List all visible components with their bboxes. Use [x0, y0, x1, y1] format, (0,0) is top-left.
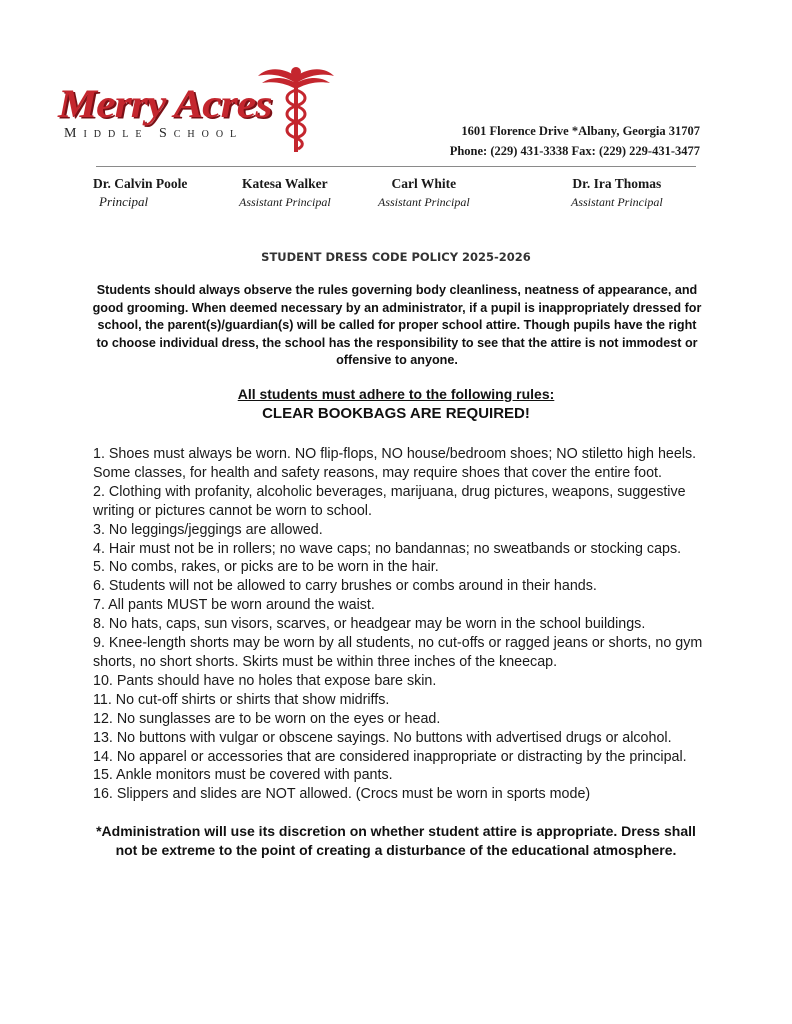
rule-item: 13. No buttons with vulgar or obscene sayings. No buttons with advertised drugs or alcohol. [93, 729, 672, 746]
rule-item: 5. No combs, rakes, or picks are to be worn in the hair. [93, 559, 439, 576]
staff-assistant-principal-1 [239, 175, 331, 211]
header-divider [96, 166, 696, 167]
rule-item: 3. No leggings/jeggings are allowed. [93, 521, 323, 538]
rules-list [93, 445, 713, 804]
rule-item: 1. Shoes must always be worn. NO flip-flops, NO house/bedroom shoes; NO stiletto high heels. Some classes, for health and safety reasons, may require shoes that cover the entire foot. [93, 446, 697, 481]
logo-subtitle-text: Middle School [64, 126, 244, 141]
rules-heading: All students must adhere to the following rules: [237, 386, 555, 402]
address-line: 1601 Florence Drive *Albany, Georgia 31707 [461, 124, 700, 138]
rule-item: 16. Slippers and slides are NOT allowed. (Crocs must be worn in sports mode) [93, 786, 591, 803]
document-title: STUDENT DRESS CODE POLICY 2025-2026 [261, 250, 531, 264]
rule-item: 7. All pants MUST be worn around the waist. [93, 597, 375, 614]
school-address [450, 121, 700, 161]
closing-note: *Administration will use its discretion on whether student attire is appropriate. Dress shall not be extreme to the point of creating a disturbance of the educational atmosphere. [96, 823, 696, 858]
staff-assistant-principal-3 [571, 175, 663, 211]
rule-item: 8. No hats, caps, sun visors, scarves, or headgear may be worn in the school buildings. [93, 616, 646, 633]
staff-name: Katesa Walker [242, 176, 328, 191]
staff-name: Carl White [391, 176, 457, 191]
rules-subheading: CLEAR BOOKBAGS ARE REQUIRED! [262, 405, 530, 422]
rule-item: 10. Pants should have no holes that expose bare skin. [93, 672, 437, 689]
rule-item: 6. Students will not be allowed to carry brushes or combs around in their hands. [93, 578, 597, 595]
staff-principal [93, 175, 187, 211]
staff-role: Assistant Principal [571, 195, 663, 209]
staff-role: Assistant Principal [378, 195, 470, 209]
rule-item: 4. Hair must not be in rollers; no wave caps; no bandannas; no sweatbands or stocking caps. [93, 540, 682, 557]
rule-item: 2. Clothing with profanity, alcoholic beverages, marijuana, drug pictures, weapons, suggestive writing or pictures cannot be worn to school. [93, 483, 686, 519]
rule-item: 15. Ankle monitors must be covered with pants. [93, 767, 393, 784]
staff-role: Assistant Principal [239, 195, 331, 209]
staff-assistant-principal-2 [378, 175, 470, 211]
rule-item: 9. Knee-length shorts may be worn by all students, no cut-offs or ragged jeans or shorts, no gym shorts, no short shorts. Skirts must be within three inches of the kneecap. [93, 635, 703, 670]
phone-line: Phone: (229) 431-3338 Fax: (229) 229-431-3477 [449, 144, 700, 158]
rule-item: 11. No cut-off shirts or shirts that show midriffs. [93, 691, 390, 708]
staff-name: Dr. Ira Thomas [572, 176, 662, 191]
rule-item: 12. No sunglasses are to be worn on the eyes or head. [93, 710, 441, 727]
logo-subtitle [64, 126, 243, 142]
rule-item: 14. No apparel or accessories that are considered inappropriate or distracting by the principal. [93, 748, 687, 765]
staff-role: Principal [99, 194, 149, 209]
school-logo [58, 62, 338, 158]
intro-paragraph: Students should always observe the rules governing body cleanliness, neatness of appearance, and good grooming. When deemed necessary by an administrator, if a pupil is inappropriately dressed for school, the parent(s)/guardian(s) will be called for proper school attire. Though pupils have the right to choose individual dress, the school has the responsibility to see that the attire is not immodest or offensive to anyone. [92, 283, 702, 367]
logo-wordmark: Merry Acres [58, 80, 272, 126]
staff-name: Dr. Calvin Poole [93, 176, 188, 191]
